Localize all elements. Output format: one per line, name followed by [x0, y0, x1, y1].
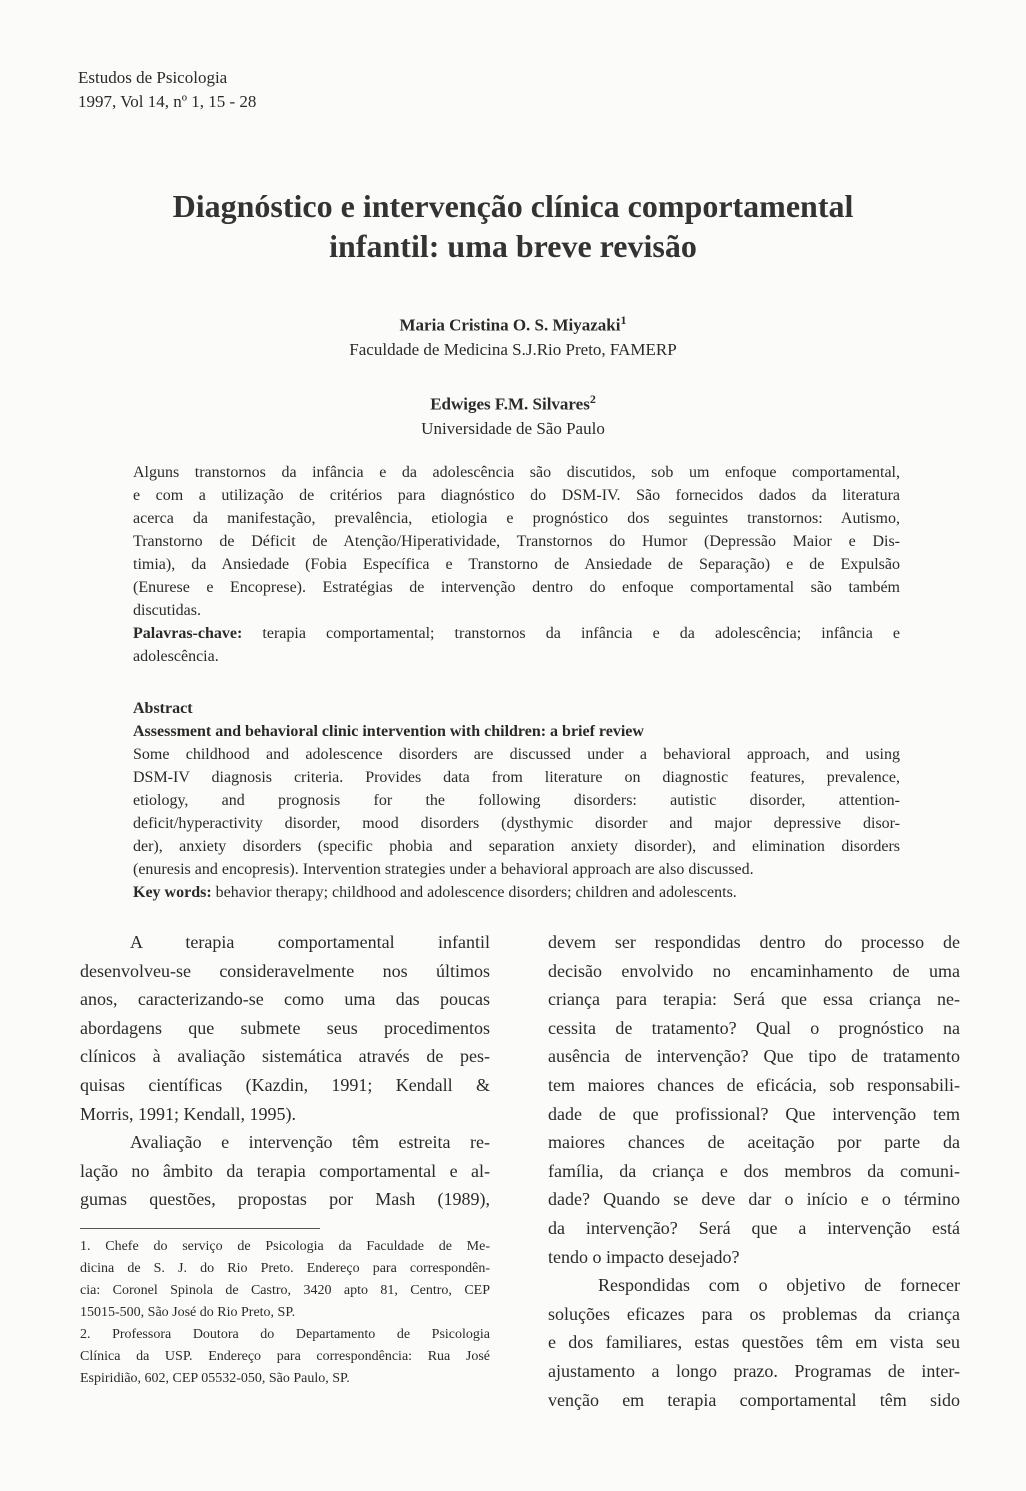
resumo	[133, 461, 900, 668]
text-line: devem ser respondidas dentro do processo de	[548, 932, 960, 952]
keywords-label: Key words:	[133, 884, 212, 901]
paragraph	[80, 1128, 490, 1214]
journal-issue: 1997, Vol 14, nº 1, 15 - 28	[78, 92, 257, 111]
footnote-mark: 2	[589, 392, 596, 406]
text-line: timia), da Ansiedade (Fobia Específica e Transtorno de Ansiedade de Separação) e de Expulsão	[133, 556, 900, 573]
text-line: Morris, 1991; Kendall, 1995).	[80, 1103, 296, 1124]
abstract-subtitle: Assessment and behavioral clinic intervention with children: a brief review	[133, 723, 644, 740]
abstract-keywords	[133, 881, 900, 904]
author-2	[0, 387, 1026, 441]
author-name: Edwiges F.M. Silvares	[430, 394, 590, 414]
keywords-label: Palavras-chave:	[133, 625, 243, 642]
footnote-text	[80, 1236, 490, 1390]
text-line: tem maiores chances de eficácia, sob responsabili-	[548, 1074, 960, 1095]
text-line: dade de que profissional? Que intervenção tem	[548, 1103, 960, 1124]
text-line: discutidas.	[133, 602, 201, 619]
footnote-mark: 1	[620, 313, 627, 327]
text-line: gumas questões, propostas por Mash (1989),	[80, 1189, 490, 1210]
author-affiliation: Faculdade de Medicina S.J.Rio Preto, FAMERP	[349, 339, 677, 359]
journal-header	[78, 66, 256, 114]
text-line: 15015-500, São José do Rio Preto, SP.	[80, 1305, 296, 1320]
text-line: ausência de intervenção? Que tipo de tratamento	[548, 1046, 960, 1067]
text-line: (Enurese e Encoprese). Estratégias de intervenção dentro do enfoque comportamental são também	[133, 579, 900, 596]
text-line: 2. Professora Doutora do Departamento de Psicologia	[80, 1327, 490, 1342]
author-1	[0, 308, 1026, 362]
text-line: ajustamento a longo prazo. Programas de inter-	[548, 1360, 960, 1381]
text-line: etiology, and prognosis for the following disorders: autistic disorder, attention-	[133, 792, 900, 809]
text-line: 1. Chefe do serviço de Psicologia da Faculdade de Me-	[80, 1239, 490, 1254]
text-line: Transtorno de Déficit de Atenção/Hiperatividade, Transtornos do Humor (Depressão Maior e Dis-	[133, 533, 900, 550]
text-line: criança para terapia: Será que essa criança ne-	[548, 989, 960, 1010]
text-line: abordagens que submete seus procedimentos	[80, 1017, 490, 1038]
text-line: der), anxiety disorders (specific phobia and separation anxiety disorder), and elimination disorders	[133, 838, 900, 855]
article-title	[0, 186, 1026, 266]
keywords-text: behavior therapy; childhood and adolescence disorders; children and adolescents.	[215, 884, 737, 901]
text-line: acerca da manifestação, prevalência, etiologia e prognóstico dos seguintes transtornos: Autismo,	[133, 510, 900, 527]
text-line: e com a utilização de critérios para diagnóstico do DSM-IV. São fornecidos dados da literatura	[133, 487, 900, 504]
text-line: venção em terapia comportamental têm sido	[548, 1389, 960, 1410]
text-line: anos, caracterizando-se como uma das poucas	[80, 989, 490, 1010]
text-line: dade? Quando se deve dar o início e o término	[548, 1189, 960, 1210]
text-line: decisão envolvido no encaminhamento de uma	[548, 960, 960, 981]
text-line: A terapia comportamental infantil	[130, 932, 490, 952]
body-column-left	[80, 928, 490, 1214]
footnote-divider	[80, 1228, 320, 1229]
author-name: Maria Cristina O. S. Miyazaki	[399, 315, 621, 335]
text-line: dicina de S. J. do Rio Preto. Endereço para correspondên-	[80, 1261, 490, 1276]
keywords-text-cont: adolescência.	[133, 648, 219, 665]
text-line: lação no âmbito da terapia comportamental e al-	[80, 1160, 490, 1181]
text-line: Some childhood and adolescence disorders are discussed under a behavioral approach, and using	[133, 746, 900, 763]
text-line: deficit/hyperactivity disorder, mood disorders (dysthymic disorder and major depressive disor-	[133, 815, 900, 832]
paragraph	[548, 1271, 960, 1414]
text-line: quisas científicas (Kazdin, 1991; Kendall &	[80, 1074, 490, 1095]
text-line: da intervenção? Será que a intervenção está	[548, 1217, 960, 1238]
text-line: família, da criança e dos membros da comuni-	[548, 1160, 960, 1181]
text-line: clínicos à avaliação sistemática através de pes-	[80, 1046, 490, 1067]
text-line: maiores chances de aceitação por parte da	[548, 1132, 960, 1153]
text-line: cessita de tratamento? Qual o prognóstico na	[548, 1017, 960, 1038]
journal-name: Estudos de Psicologia	[78, 68, 228, 87]
text-line: Avaliação e intervenção têm estreita re-	[130, 1132, 490, 1153]
abstract	[133, 697, 900, 904]
body-column-right	[548, 928, 960, 1414]
resumo-text	[133, 461, 900, 622]
keywords-text: terapia comportamental; transtornos da infância e da adolescência; infância e	[262, 625, 901, 642]
text-line: Espiridião, 602, CEP 05532-050, São Paulo, SP.	[80, 1371, 350, 1386]
text-line: desenvolveu-se consideravelmente nos últimos	[80, 960, 490, 981]
text-line: DSM-IV diagnosis criteria. Provides data from literature on diagnostic features, prevalence,	[133, 769, 900, 786]
resumo-keywords	[133, 622, 900, 645]
author-affiliation: Universidade de São Paulo	[421, 418, 605, 438]
text-line: soluções eficazes para os problemas da criança	[548, 1303, 960, 1324]
title-line-2: infantil: uma breve revisão	[329, 228, 697, 264]
text-line: Clínica da USP. Endereço para correspondência: Rua José	[80, 1349, 490, 1364]
paragraph	[80, 928, 490, 1128]
text-line: Respondidas com o objetivo de fornecer	[598, 1275, 960, 1296]
paragraph	[548, 928, 960, 1271]
text-line: (enuresis and encopresis). Intervention strategies under a behavioral approach are also discussed.	[133, 861, 754, 878]
abstract-text	[133, 743, 900, 881]
title-line-1: Diagnóstico e intervenção clínica comportamental	[172, 188, 854, 224]
footnotes	[80, 1236, 490, 1390]
text-line: cia: Coronel Spinola de Castro, 3420 apto 81, Centro, CEP	[80, 1283, 490, 1298]
text-line: tendo o impacto desejado?	[548, 1246, 740, 1267]
text-line: e dos familiares, estas questões têm em vista seu	[548, 1332, 960, 1353]
abstract-heading: Abstract	[133, 700, 193, 717]
text-line: Alguns transtornos da infância e da adolescência são discutidos, sob um enfoque comportamental,	[133, 464, 900, 481]
